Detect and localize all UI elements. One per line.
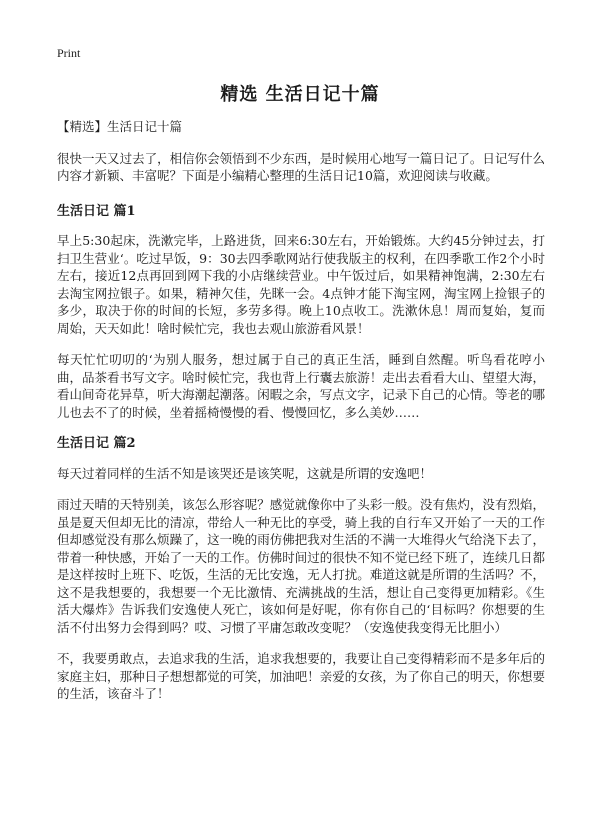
section-heading: 生活日记 篇1 [57, 203, 136, 219]
diary-section-1 [57, 203, 545, 422]
intro-paragraph: 很快一天又过去了，相信你会领悟到不少东西，是时候用心地写一篇日记了。日记写什么内容才新颖、丰富呢？下面是小编精心整理的生活日记10篇，欢迎阅读与收藏。 [57, 150, 545, 183]
document-subtitle: 【精选】生活日记十篇 [57, 119, 183, 134]
section-heading: 生活日记 篇2 [57, 436, 136, 451]
section-paragraph: 不，我要勇敢点，去追求我的生活，追求我想要的，我要让自己变得精彩而不是多年后的家庭主妇，那种日子想想都觉的可笑，加油吧！亲爱的女孩，为了你自己的明天，你想要的生活，该奋斗了！ [57, 651, 545, 701]
section-paragraph: 每天忙忙叨叨的‘为别人服务，想过属于自己的真正生活，睡到自然醒。听鸟看花哼小曲，品茶看书写文字。啥时候忙完，我也背上行囊去旅游！走出去看看大山、望望大海，看山间奇花异草，听大海潮起潮落。闲暇之余，写点文字，记录下自己的心情。等老的哪儿也去不了的时候，坐着摇椅慢慢的看、慢慢回忆，多么美妙…… [57, 352, 545, 420]
section-paragraph: 雨过天晴的天特别美，该怎么形容呢？感觉就像你中了头彩一般。没有焦灼，没有烈焰，虽是夏天但却无比的清凉，带给人一种无比的享受，骑上我的自行车又开始了一天的工作但却感觉没有那么烦躁了，这一晚的雨仿佛把我对生活的不满一大堆得火气给浇下去了，带着一种快感，开始了一天的工作。仿佛时间过的很快不知不觉已经下班了，连续几日都是这样按时上班下、吃饭，生活的无比安逸，无人打扰。难道这就是所谓的生活吗？不，这不是我想要的，我想要一个无比激情、充满挑战的生活，想让自己变得更加精彩。《生活大爆炸》告诉我们安逸使人死亡，该如何是好呢，你有你自己的‘目标吗？你想要的生活不付出努力会得到吗？哎、习惯了平庸怎敢改变呢？（安逸使我变得无比胆小） [57, 497, 545, 635]
page-title: 精选 生活日记十篇 [220, 84, 380, 105]
document-body [57, 118, 545, 717]
diary-section-2 [57, 435, 545, 703]
print-label[interactable]: Print [57, 46, 81, 60]
section-paragraph: 早上5:30起床，洗漱完毕，上路进货，回来6:30左右，开始锻炼。大约45分钟过去，打扫卫生营业‘。吃过早饭，9：30去四季歌网站行使我版主的权利，在四季歌工作2个小时左右，接近12点再回到网下我的小店继续营业。中午饭过后，如果精神饱满，2:30左右去淘宝网拉银子。如果，精神欠佳，先眯一会。4点钟才能下淘宝网，淘宝网上捡银子的多少，取决于你的时间的长短，多劳多得。晚上10点收工。洗漱休息！周而复始，复而周始，天天如此！啥时候忙完，我也去观山旅游看风景！ [57, 233, 545, 336]
section-paragraph: 每天过着同样的生活不知是该哭还是该笑呢，这就是所谓的安逸吧！ [57, 465, 433, 481]
